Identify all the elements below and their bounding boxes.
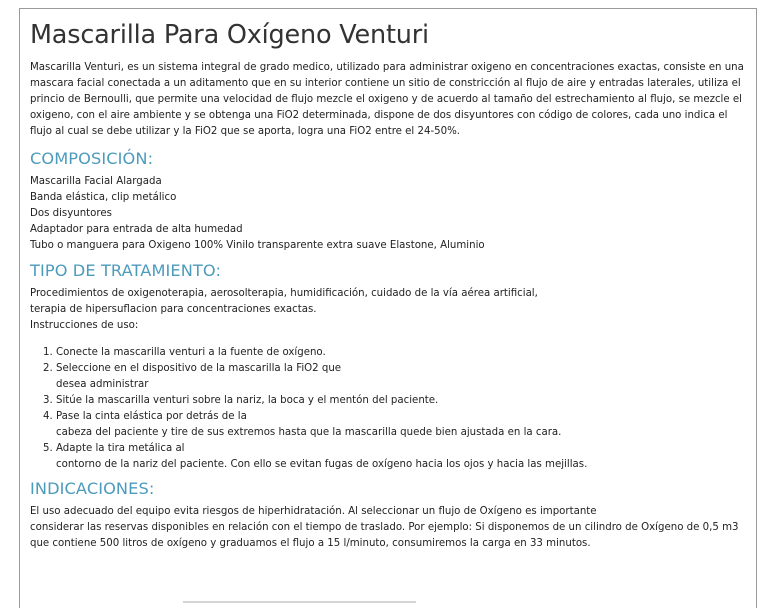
composicion-item: Adaptador para entrada de alta humedad <box>30 224 243 235</box>
instruction-step <box>56 409 746 441</box>
instruction-text-cont: cabeza del paciente y tire de sus extremos hasta que la mascarilla quede bien ajustada en la cara. <box>56 427 562 438</box>
instruction-text: 2. Seleccione en el dispositivo de la mascarilla la FiO2 que <box>56 363 342 374</box>
instruction-step <box>56 345 746 361</box>
instructions-list <box>30 345 746 473</box>
instruction-step <box>56 361 746 393</box>
indicaciones-heading: INDICACIONES: <box>30 479 155 498</box>
instruction-step <box>56 393 746 409</box>
instruction-text-cont: contorno de la nariz del paciente. Con ello se evitan fugas de oxígeno hacia los ojos y hacia las mejillas. <box>56 459 588 470</box>
instruction-text: 4. Pase la cinta elástica por detrás de la <box>56 411 247 422</box>
page-title: Mascarilla Para Oxígeno Venturi <box>30 20 429 50</box>
intro-paragraph: Mascarilla Venturi, es un sistema integral de grado medico, utilizado para administrar oxigeno en concentraciones exactas, consiste en una mascara facial conectada a un aditamento que en su interior contiene un sitio de constricción al flujo de aire y entradas laterales, utiliza el princio de Bernoulli, que permite una velocidad de flujo mezcle el oxigeno y de acuerdo al tamaño del estrechamiento al flujo, se mezcle el oxigeno, con el aire ambiente y se obtenga una FiO2 determinada, dispone de dos disyuntores con código de colores, cada uno indica el flujo al cual se debe utilizar y la FiO2 que se aporta, logra una FiO2 entre el 24-50%. <box>30 62 744 137</box>
composicion-heading: COMPOSICIÓN: <box>30 149 154 168</box>
instruction-step <box>56 441 746 473</box>
composicion-item: Dos disyuntores <box>30 208 112 219</box>
tratamiento-line: Procedimientos de oxigenoterapia, aerosolterapia, humidificación, cuidado de la vía aérea artificial, <box>30 288 538 299</box>
tratamiento-text <box>30 286 746 334</box>
instruction-text-cont: desea administrar <box>56 379 149 390</box>
indicaciones-line: El uso adecuado del equipo evita riesgos de hiperhidratación. Al seleccionar un flujo de Oxígeno es importante <box>30 506 597 517</box>
instructions-label: Instrucciones de uso: <box>30 320 139 331</box>
tratamiento-heading: TIPO DE TRATAMIENTO: <box>30 261 222 280</box>
indicaciones-line: considerar las reservas disponibles en relación con el tiempo de traslado. Por ejemplo: Si disponemos de un cilindro de Oxígeno de 0,5 m3 que contiene 500 litros de oxígeno y graduamos el flujo a 15 l/minuto, consumiremos la carga en 33 minutos. <box>30 522 739 549</box>
composicion-item: Mascarilla Facial Alargada <box>30 176 162 187</box>
instruction-text: 3. Sitúe la mascarilla venturi sobre la nariz, la boca y el mentón del paciente. <box>56 395 439 406</box>
instruction-text: 1. Conecte la mascarilla venturi a la fuente de oxígeno. <box>56 347 326 358</box>
instruction-text: 5. Adapte la tira metálica al <box>56 443 185 454</box>
product-description-panel <box>19 8 757 608</box>
composicion-item: Tubo o manguera para Oxigeno 100% Vinilo transparente extra suave Elastone, Aluminio <box>30 240 485 251</box>
tratamiento-line: terapia de hipersuflacion para concentraciones exactas. <box>30 304 317 315</box>
composicion-item: Banda elástica, clip metálico <box>30 192 177 203</box>
composicion-list <box>30 174 746 254</box>
